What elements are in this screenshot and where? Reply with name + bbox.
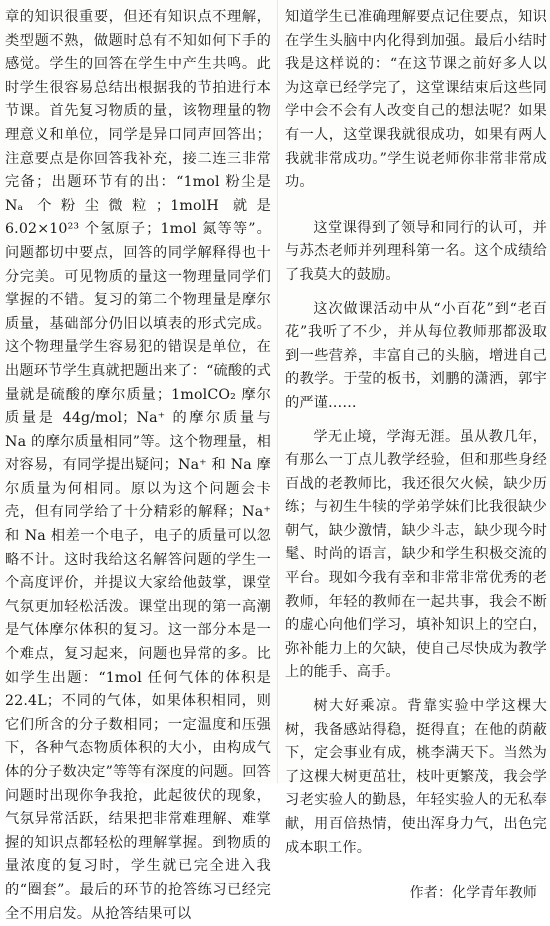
paragraph: 学无止境，学海无涯。虽从教几年，有那么一丁点儿教学经验，但和那些身经百战的老教师比，我还很欠火候，缺少历练；与初生牛犊的学弟学妹们比我很缺少朝气，缺少激情，缺少斗志，缺少现今时髦、时尚的语言，缺少和学生积极交流的平台。现如今我有幸和非常非常优秀的老教师，年轻的教师在一起共事，我会不断的虚心向他们学习，填补知识上的空白，弥补能力上的欠缺，使自己尽快成为教学上的能手、高手。 [285, 428, 547, 681]
column-divider [277, 0, 278, 783]
paragraph: 知道学生已准确理解要点记住要点，知识在学生头脑中内化得到加强。最后小结时我是这样说的：“在这节课之前好多人以为这章已经学完了，这堂课结束后这些同学中会不会有人改变自己的想法呢？如果有一人，这堂课我就很成功，如果有两人我就非常成功。”学生说老师你非常非常成功。 [285, 9, 547, 191]
paragraph: 这次做课活动中从“小百花”到“老百花”我听了不少，并从每位教师那都汲取到一些营养，丰富自己的头脑，增进自己的教学。于莹的板书，刘鹏的潇洒，郭宇的严谨…… [285, 300, 547, 411]
paragraph: 这堂课得到了领导和同行的认可，并与苏杰老师并列理科第一名。这个成绩给了我莫大的鼓励。 [285, 219, 547, 283]
paragraph: 章的知识很重要，但还有知识点不理解，类型题不熟，做题时总有不知如何下手的感觉。学生的回答在学生中产生共鸣。此时学生很容易总结出根据我的节拍进行本节课。首先复习物质的量，该物理量的物理意义和单位，同学是异口同声回答出；注意要点是你回答我补充，接二连三非常完备；出题环节有的出：“1mol 粉尘是 Nₐ 个粉尘微粒；1molH 就是 6.02×10²³ 个氢原子；1mol 氮等等”。问题都切中要点，回答的同学解释得也十分完美。可见物质的量这一物理量同学们掌握的不错。复习的第二个物理量是摩尔质量，基础部分仍旧以填表的形式完成。这个物理量学生容易犯的错误是单位，在出题环节学生真就把题出来了：“硫酸的式量就是硫酸的摩尔质量；1molCO₂ 摩尔质量是 44g/mol；Na⁺ 的摩尔质量与 Na 的摩尔质量相同”等。这个物理量，相对容易，有同学提出疑问；Na⁺ 和 Na 摩尔质量为何相同。原以为这个问题会卡壳，但有同学给了十分精彩的解释；Na⁺ 和 Na 相差一个电子，电子的质量可以忽略不计。这时我给这名解答问题的学生一个高度评价，并提议大家给他鼓掌，课堂气氛更加轻松活泼。课堂出现的第一高潮是气体摩尔体积的复习。这一部分本是一个难点，复习起来，问题也异常的多。比如学生出题：“1mol 任何气体的体积是 22.4L；不同的气体，如果体积相同，则它们所含的分子数相同；一定温度和压强下，各种气态物质体积的大小，由构成气体的分子数决定”等等有深度的问题。回答问题时出现你争我抢，此起彼伏的现象，气氛异常活跃，结果把非常难理解、难掌握的知识点都轻松的理解掌握。到物质的量浓度的复习时，学生就已完全进入我的“圈套”。最后的环节的抢答练习已经完全不用启发。从抢答结果可以 [5, 9, 271, 922]
author-signature: 作者：化学青年教师 [409, 885, 537, 902]
left-column [5, 6, 271, 926]
right-column [285, 6, 547, 906]
paragraph: 树大好乘凉。背靠实验中学这棵大树，我备感站得稳，挺得直；在他的荫蔽下，定会事业有成，桃李满天下。当然为了这棵大树更茁壮，枝叶更繁茂，我会学习老实验人的勤恳，年轻实验人的无私奉献，用百倍热情，使出浑身力气，出色完成本职工作。 [285, 698, 547, 856]
